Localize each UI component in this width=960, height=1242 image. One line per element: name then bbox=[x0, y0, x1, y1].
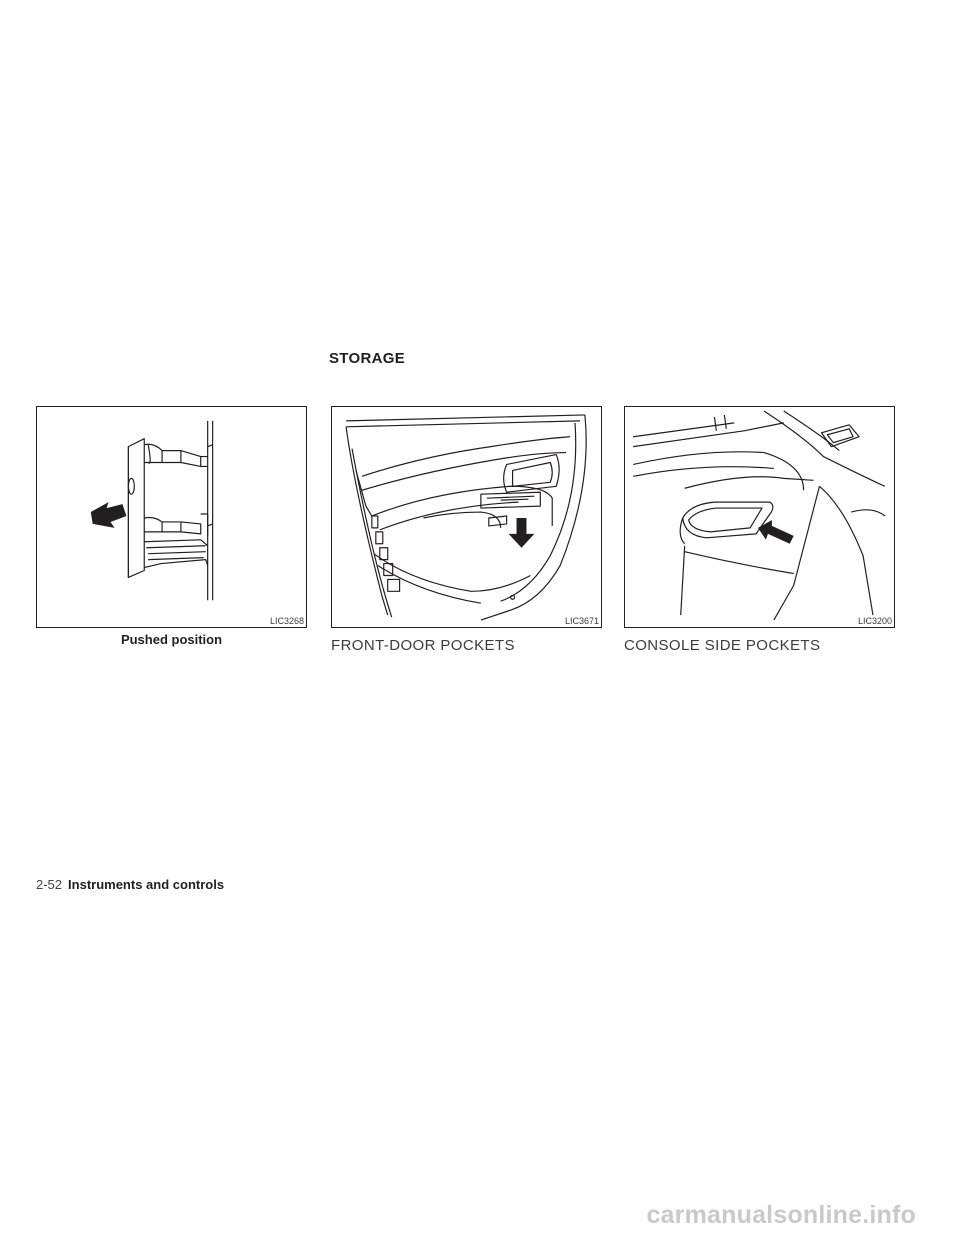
figure-caption-console-side-pockets: CONSOLE SIDE POCKETS bbox=[624, 637, 821, 654]
cup-holder-illustration bbox=[37, 407, 306, 627]
door-panel-illustration bbox=[332, 407, 601, 627]
page-number: 2-52 bbox=[36, 877, 63, 892]
figure-caption-pushed-position: Pushed position bbox=[120, 632, 223, 647]
watermark-link[interactable]: carmanualsonline.info bbox=[646, 1201, 916, 1229]
page-footer bbox=[36, 877, 224, 892]
section-title: STORAGE bbox=[329, 350, 406, 367]
chapter-title: Instruments and controls bbox=[68, 877, 225, 892]
console-pocket-illustration bbox=[625, 407, 894, 627]
figure-code: LIC3671 bbox=[564, 616, 599, 626]
figure-caption-front-door-pockets: FRONT-DOOR POCKETS bbox=[331, 637, 515, 654]
push-arrow-icon bbox=[91, 502, 127, 528]
figure-code: LIC3200 bbox=[857, 616, 892, 626]
figure-pushed-position bbox=[36, 406, 307, 628]
figure-console-side-pockets bbox=[624, 406, 895, 628]
figure-code: LIC3268 bbox=[269, 616, 304, 626]
down-arrow-icon bbox=[509, 518, 535, 548]
figure-front-door-pockets bbox=[331, 406, 602, 628]
